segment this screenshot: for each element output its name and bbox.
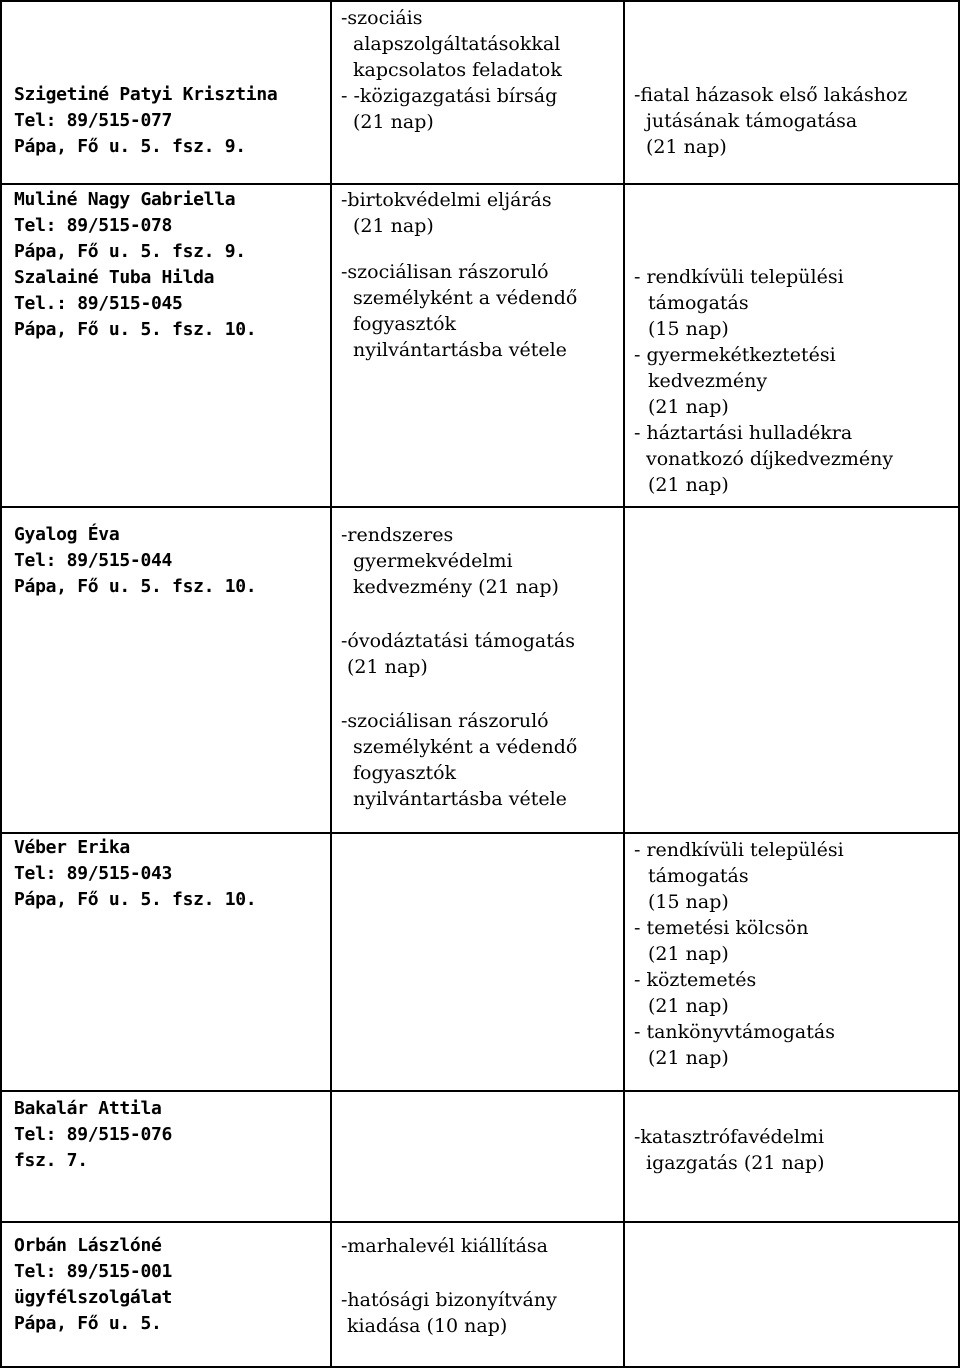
task-line: (21 nap): [353, 215, 434, 237]
contact-phone: Tel: 89/515-077: [14, 110, 173, 131]
contact-name: Gyalog Éva: [14, 524, 120, 545]
contact-name: Orbán Lászlóné: [14, 1235, 162, 1256]
table-top-border: [0, 0, 960, 2]
tasks-cell: [341, 1233, 626, 1339]
task-line: kapcsolatos feladatok: [353, 59, 562, 81]
task-line: fogyasztók: [353, 313, 457, 335]
task-line: - rendkívüli települési: [634, 839, 844, 861]
task-line: - -közigazgatási bírság: [341, 85, 558, 107]
contact-cell: [14, 1233, 324, 1337]
task-line: (21 nap): [648, 995, 729, 1017]
task-line: nyilvántartásba vétele: [353, 788, 567, 810]
contact-name: Muliné Nagy Gabriella: [14, 189, 236, 210]
contact-name: Szalainé Tuba Hilda: [14, 267, 215, 288]
task-line: (15 nap): [648, 318, 729, 340]
tasks-cell: [634, 837, 954, 1071]
tasks-cell: [634, 264, 954, 498]
row-divider: [0, 506, 960, 508]
contact-phone: Tel: 89/515-044: [14, 550, 173, 571]
task-line: -rendszeres: [341, 524, 454, 546]
contact-phone: Tel: 89/515-001: [14, 1261, 173, 1282]
contact-address: Pápa, Fő u. 5. fsz. 9.: [14, 136, 246, 157]
task-line: (21 nap): [646, 136, 727, 158]
contact-name: Véber Erika: [14, 837, 130, 858]
task-line: - köztemetés: [634, 969, 757, 991]
task-line: gyermekvédelmi: [353, 550, 513, 572]
contact-cell: [14, 82, 324, 160]
task-line: igazgatás (21 nap): [646, 1152, 825, 1174]
task-line: -hatósági bizonyítvány: [341, 1289, 557, 1311]
task-line: -birtokvédelmi eljárás: [341, 189, 552, 211]
task-line: (21 nap): [347, 656, 428, 678]
task-line: nyilvántartásba vétele: [353, 339, 567, 361]
task-line: -szociáis: [341, 7, 423, 29]
contact-address: Pápa, Fő u. 5.: [14, 1313, 162, 1334]
tasks-cell: [341, 187, 626, 363]
task-line: -fiatal házasok első lakáshoz: [634, 84, 908, 106]
task-line: -szociálisan rászoruló: [341, 710, 549, 732]
contact-cell: [14, 187, 324, 343]
contact-phone: Tel.: 89/515-045: [14, 293, 183, 314]
table-left-border: [0, 0, 2, 1368]
tasks-cell: [341, 522, 626, 812]
contact-phone: Tel: 89/515-076: [14, 1124, 173, 1145]
row-divider: [0, 1221, 960, 1223]
task-line: személyként a védendő: [353, 736, 578, 758]
contact-address: fsz. 7.: [14, 1150, 88, 1171]
contact-address: Pápa, Fő u. 5. fsz. 10.: [14, 889, 257, 910]
contact-cell: [14, 522, 324, 600]
task-line: - tankönyvtámogatás: [634, 1021, 835, 1043]
task-line: alapszolgáltatásokkal: [353, 33, 561, 55]
row-divider: [0, 1090, 960, 1092]
contact-phone: Tel: 89/515-078: [14, 215, 173, 236]
task-line: -marhalevél kiállítása: [341, 1235, 549, 1257]
task-line: támogatás: [648, 292, 749, 314]
task-line: kedvezmény: [648, 370, 768, 392]
task-line: jutásának támogatása: [646, 110, 858, 132]
task-line: (21 nap): [648, 474, 729, 496]
tasks-cell: [634, 1124, 954, 1176]
contact-address: Pápa, Fő u. 5. fsz. 10.: [14, 576, 257, 597]
task-line: -szociálisan rászoruló: [341, 261, 549, 283]
task-line: (21 nap): [648, 943, 729, 965]
task-line: - gyermekétkeztetési: [634, 344, 836, 366]
task-line: támogatás: [648, 865, 749, 887]
task-line: kedvezmény (21 nap): [353, 576, 559, 598]
contact-address: Pápa, Fő u. 5. fsz. 10.: [14, 319, 257, 340]
contact-phone: Tel: 89/515-043: [14, 863, 173, 884]
contact-cell: [14, 835, 324, 913]
tasks-cell: [341, 5, 626, 135]
task-line: -óvodáztatási támogatás: [341, 630, 575, 652]
task-line: - háztartási hulladékra: [634, 422, 853, 444]
contact-address: Pápa, Fő u. 5. fsz. 9.: [14, 241, 246, 262]
contact-name: Bakalár Attila: [14, 1098, 162, 1119]
task-line: kiadása (10 nap): [347, 1315, 508, 1337]
task-line: - temetési kölcsön: [634, 917, 809, 939]
task-line: vonatkozó díjkedvezmény: [646, 448, 894, 470]
contact-name: Szigetiné Patyi Krisztina: [14, 84, 278, 105]
task-line: (21 nap): [353, 111, 434, 133]
column-divider: [330, 0, 332, 1368]
contact-desk: ügyfélszolgálat: [14, 1287, 173, 1308]
task-line: (15 nap): [648, 891, 729, 913]
task-line: -katasztrófavédelmi: [634, 1126, 825, 1148]
contact-cell: [14, 1096, 324, 1174]
tasks-cell: [634, 82, 954, 160]
row-divider: [0, 183, 960, 185]
task-line: fogyasztók: [353, 762, 457, 784]
task-line: (21 nap): [648, 1047, 729, 1069]
task-line: (21 nap): [648, 396, 729, 418]
task-line: - rendkívüli települési: [634, 266, 844, 288]
task-line: személyként a védendő: [353, 287, 578, 309]
row-divider: [0, 832, 960, 834]
